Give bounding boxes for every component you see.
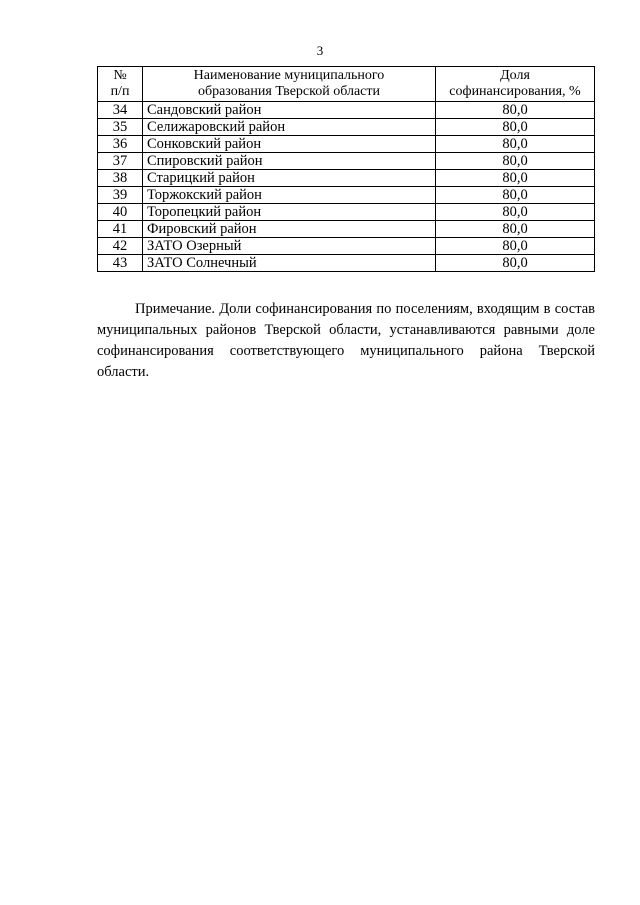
row-number: 39 xyxy=(98,187,143,204)
table-row xyxy=(98,238,595,255)
row-municipality-name: ЗАТО Озерный xyxy=(143,238,436,255)
row-municipality-name: Сандовский район xyxy=(143,102,436,119)
header-name-line-1: Наименование муниципального xyxy=(193,68,385,83)
row-cofinancing-share: 80,0 xyxy=(436,170,595,187)
table-row xyxy=(98,221,595,238)
note-paragraph: Примечание. Доли софинансирования по поселениям, входящим в состав муниципальных районов Тверской области, устанавливаются равными доле софинансирования соответствующего муниципального района Тверской области. xyxy=(97,301,595,380)
table-row xyxy=(98,204,595,221)
header-municipality-name xyxy=(143,67,436,102)
row-municipality-name: Торжокский район xyxy=(143,187,436,204)
row-municipality-name: Спировский район xyxy=(143,153,436,170)
row-cofinancing-share: 80,0 xyxy=(436,221,595,238)
header-number-line-2: п/п xyxy=(110,84,130,99)
row-municipality-name: Селижаровский район xyxy=(143,119,436,136)
row-number: 41 xyxy=(98,221,143,238)
row-number: 34 xyxy=(98,102,143,119)
row-number: 37 xyxy=(98,153,143,170)
page-number: 3 xyxy=(316,43,324,58)
table-row xyxy=(98,170,595,187)
row-cofinancing-share: 80,0 xyxy=(436,255,595,272)
row-number: 36 xyxy=(98,136,143,153)
header-row xyxy=(98,67,595,102)
row-cofinancing-share: 80,0 xyxy=(436,119,595,136)
row-number: 40 xyxy=(98,204,143,221)
row-municipality-name: Фировский район xyxy=(143,221,436,238)
table-body xyxy=(98,102,595,272)
cofinancing-table xyxy=(97,66,595,272)
table-row xyxy=(98,102,595,119)
header-cofinancing-share xyxy=(436,67,595,102)
row-cofinancing-share: 80,0 xyxy=(436,187,595,204)
row-municipality-name: Торопецкий район xyxy=(143,204,436,221)
table-row xyxy=(98,153,595,170)
table-row xyxy=(98,136,595,153)
table-row xyxy=(98,119,595,136)
row-number: 35 xyxy=(98,119,143,136)
row-cofinancing-share: 80,0 xyxy=(436,102,595,119)
row-cofinancing-share: 80,0 xyxy=(436,238,595,255)
table-row xyxy=(98,255,595,272)
row-municipality-name: Сонковский район xyxy=(143,136,436,153)
row-cofinancing-share: 80,0 xyxy=(436,136,595,153)
table-header xyxy=(98,67,595,102)
row-number: 38 xyxy=(98,170,143,187)
row-number: 43 xyxy=(98,255,143,272)
header-share-line-2: софинансирования, % xyxy=(449,84,581,99)
row-cofinancing-share: 80,0 xyxy=(436,204,595,221)
header-share-line-1: Доля xyxy=(500,68,530,83)
row-cofinancing-share: 80,0 xyxy=(436,153,595,170)
row-municipality-name: Старицкий район xyxy=(143,170,436,187)
header-name-line-2: образования Тверской области xyxy=(197,84,381,99)
row-number: 42 xyxy=(98,238,143,255)
header-number-line-1: № xyxy=(113,68,127,83)
header-number xyxy=(98,67,143,102)
row-municipality-name: ЗАТО Солнечный xyxy=(143,255,436,272)
table-row xyxy=(98,187,595,204)
